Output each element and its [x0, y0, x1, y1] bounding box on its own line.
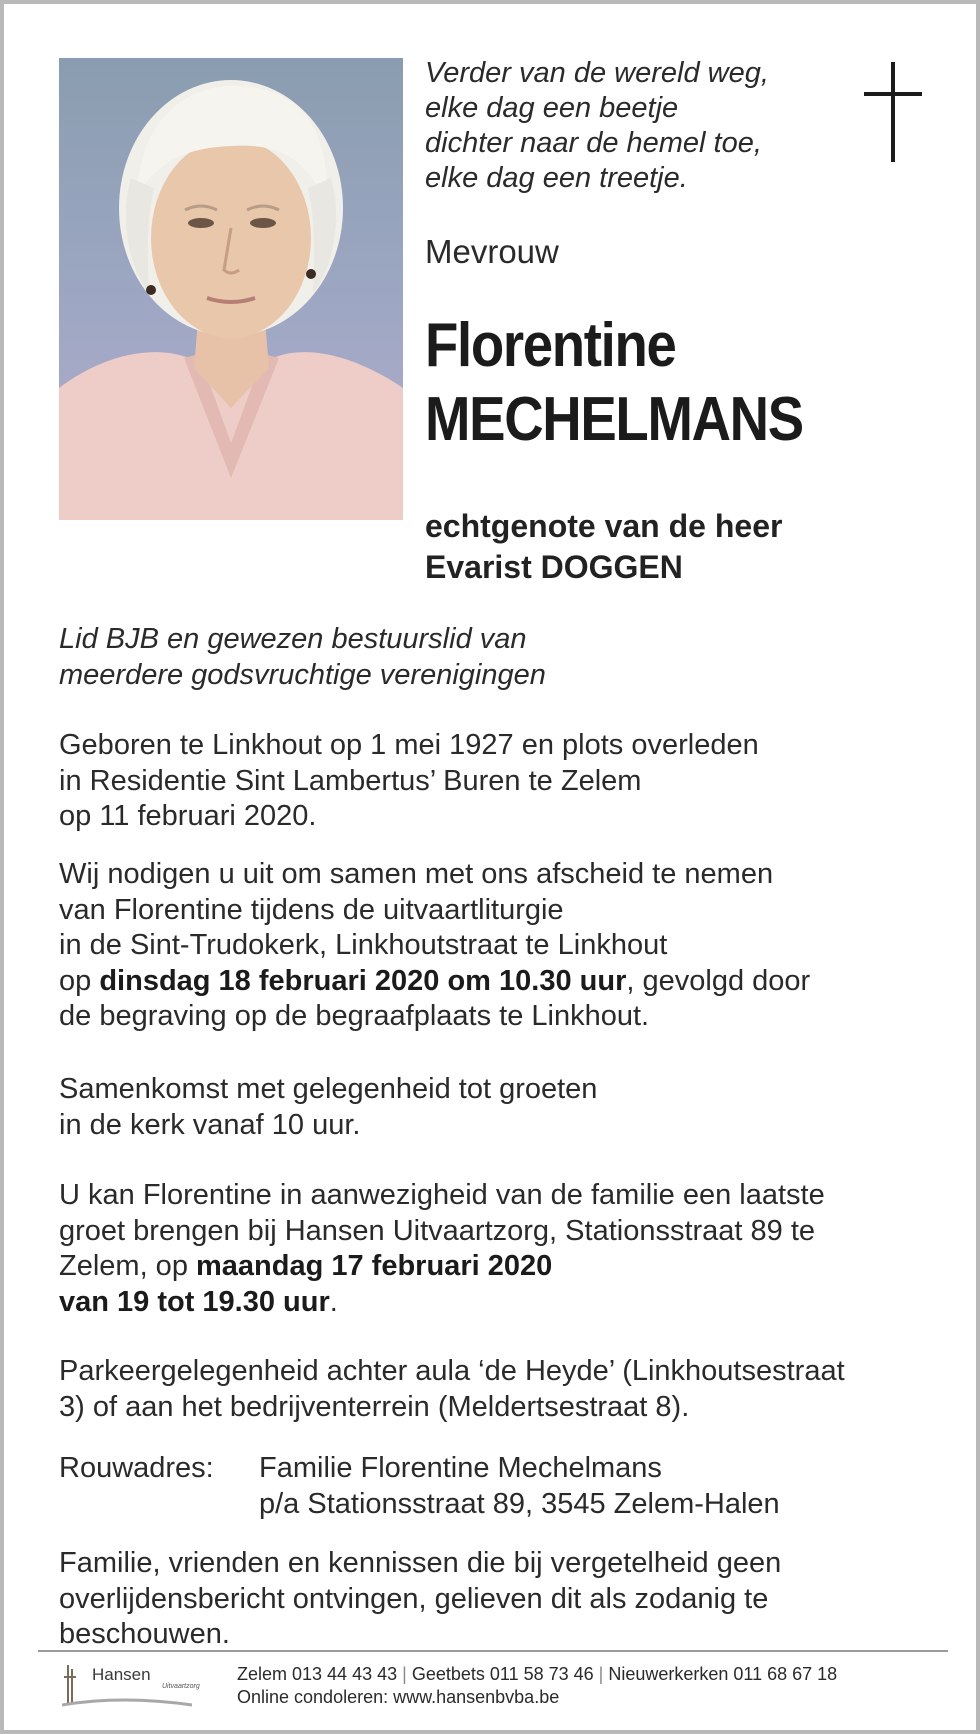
- farewell-pre: Zelem, op: [59, 1250, 196, 1282]
- last-name: MECHELMANS: [425, 385, 803, 454]
- funeral-date: dinsdag 18 februari 2020 om 10.30 uur: [99, 964, 627, 997]
- footer-contacts: [237, 1663, 837, 1709]
- portrait-photo: [59, 58, 403, 520]
- spouse-line: Evarist DOGGEN: [425, 549, 683, 585]
- invitation-line: [59, 964, 939, 1000]
- logo-subtitle: Uitvaartzorg: [162, 1683, 200, 1690]
- closing-line: Familie, vrienden en kennissen die bij vergetelheid geen: [59, 1547, 782, 1579]
- address-line: Familie Florentine Mechelmans: [259, 1452, 662, 1484]
- farewell-line: groet brengen bij Hansen Uitvaartzorg, Stationsstraat 89 te: [59, 1214, 816, 1247]
- salutation: Mevrouw: [425, 233, 559, 270]
- birth-death-line: in Residentie Sint Lambertus’ Buren te Zelem: [59, 764, 642, 797]
- closing-text: [59, 1546, 939, 1653]
- logo-name: Hansen: [92, 1665, 151, 1684]
- phone-nieuwerkerken: Nieuwerkerken 011 68 67 18: [608, 1664, 838, 1684]
- invitation-line: de begraving op de begraafplaats te Linkhout.: [59, 1000, 650, 1032]
- gathering-line: in de kerk vanaf 10 uur.: [59, 1108, 361, 1141]
- farewell-line: [59, 1285, 939, 1321]
- invitation-line: Wij nodigen u uit om samen met ons afscheid te nemen: [59, 858, 774, 890]
- first-name: Florentine: [425, 311, 676, 380]
- poem-line: elke dag een treetje.: [425, 162, 688, 194]
- cross-icon: [864, 62, 922, 162]
- address-label: Rouwadres:: [59, 1452, 214, 1484]
- poem-line: Verder van de wereld weg,: [425, 57, 769, 89]
- poem: [425, 56, 845, 196]
- deceased-name: [425, 309, 803, 457]
- parking-line: Parkeergelegenheid achter aula ‘de Heyde’ (Linkhoutsestraat: [59, 1355, 845, 1387]
- farewell-date: maandag 17 februari 2020: [196, 1250, 553, 1282]
- parking-text: [59, 1354, 939, 1425]
- separator: |: [598, 1664, 604, 1684]
- invitation-line: van Florentine tijdens de uitvaartliturgie: [59, 893, 564, 926]
- invitation-post: , gevolgd door: [626, 964, 811, 997]
- address-line: p/a Stationsstraat 89, 3545 Zelem-Halen: [259, 1487, 780, 1520]
- separator: |: [402, 1664, 407, 1684]
- farewell-post: .: [329, 1285, 338, 1318]
- spouse-line: echtgenote van de heer: [425, 508, 783, 544]
- birth-death-line: op 11 februari 2020.: [59, 800, 317, 832]
- farewell-line: U kan Florentine in aanwezigheid van de familie een laatste: [59, 1179, 825, 1211]
- footer-divider: [38, 1650, 948, 1652]
- membership-line: Lid BJB en gewezen bestuurslid van: [59, 623, 527, 655]
- poem-line: elke dag een beetje: [425, 92, 679, 124]
- spouse-info: [425, 506, 782, 588]
- gathering-line: Samenkomst met gelegenheid tot groeten: [59, 1073, 598, 1105]
- birth-death-text: [59, 728, 939, 835]
- online-condolence: Online condoleren: www.hansenbvba.be: [237, 1687, 560, 1707]
- birth-death-line: Geboren te Linkhout op 1 mei 1927 en plots overleden: [59, 729, 759, 761]
- phone-zelem: Zelem 013 44 43 43: [237, 1664, 398, 1684]
- closing-line: beschouwen.: [59, 1618, 230, 1650]
- invitation-pre: op: [59, 964, 100, 997]
- parking-line: 3) of aan het bedrijventerrein (Meldertsestraat 8).: [59, 1390, 690, 1423]
- membership-line: meerdere godsvruchtige verenigingen: [59, 658, 546, 691]
- gathering-text: [59, 1072, 939, 1143]
- phone-line: [237, 1663, 837, 1686]
- invitation-text: [59, 857, 939, 1035]
- farewell-time: van 19 tot 19.30 uur: [59, 1285, 330, 1318]
- membership-text: [59, 622, 939, 693]
- phone-geetbets: Geetbets 011 58 73 46: [411, 1664, 594, 1684]
- invitation-line: in de Sint-Trudokerk, Linkhoutstraat te Linkhout: [59, 929, 668, 961]
- closing-line: overlijdensbericht ontvingen, gelieven dit als zodanig te: [59, 1582, 769, 1615]
- farewell-line: [59, 1249, 939, 1285]
- farewell-text: [59, 1178, 939, 1320]
- mourning-address: [59, 1451, 939, 1522]
- poem-line: dichter naar de hemel toe,: [425, 127, 762, 159]
